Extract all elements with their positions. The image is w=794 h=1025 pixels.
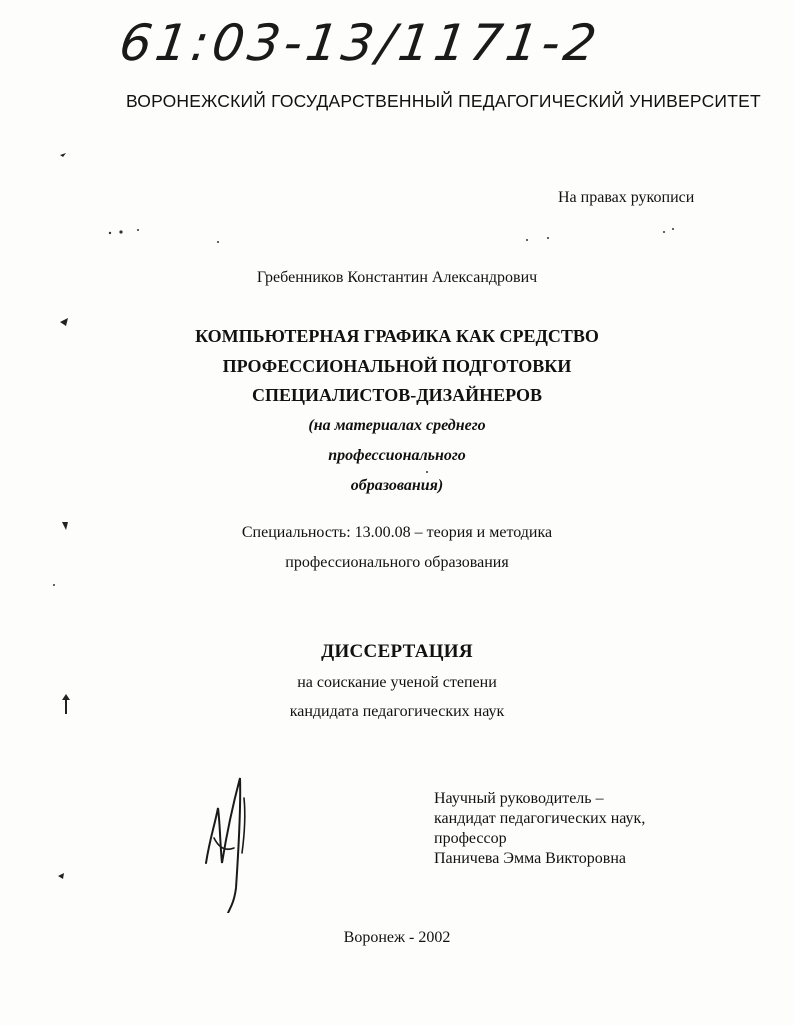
supervisor-line-1: Научный руководитель – <box>434 790 604 807</box>
supervisor-line-2: кандидат педагогических наук, <box>434 810 646 827</box>
handwritten-signature <box>200 768 260 913</box>
university-name: ВОРОНЕЖСКИЙ ГОСУДАРСТВЕННЫЙ ПЕДАГОГИЧЕСКИЙ УНИВЕРСИТЕТ <box>126 91 761 111</box>
city-year: Воронеж - 2002 <box>343 929 451 946</box>
title-line-2: ПРОФЕССИОНАЛЬНОЙ ПОДГОТОВКИ <box>222 356 572 376</box>
manuscript-rights-note: На правах рукописи <box>558 189 695 206</box>
degree-line-1: на соискание ученой степени <box>297 674 497 691</box>
title-line-3: СПЕЦИАЛИСТОВ-ДИЗАЙНЕРОВ <box>252 385 542 405</box>
specialty-line-1: Специальность: 13.00.08 – теория и методика <box>241 524 553 541</box>
subtitle-line-1: (на материалах среднего <box>308 417 486 434</box>
specialty-line-2: профессионального образования <box>285 554 509 571</box>
subtitle-line-2: профессионального <box>328 447 466 464</box>
archive-code-handwritten: 61:03-13/1171-2 <box>115 14 604 72</box>
dissertation-heading: ДИССЕРТАЦИЯ <box>321 641 473 662</box>
author-name: Гребенников Константин Александрович <box>256 269 538 286</box>
title-line-1: КОМПЬЮТЕРНАЯ ГРАФИКА КАК СРЕДСТВО <box>195 326 599 346</box>
degree-line-2: кандидата педагогических наук <box>289 703 505 720</box>
supervisor-name: Паничева Эмма Викторовна <box>434 850 626 867</box>
supervisor-line-3: профессор <box>434 830 507 847</box>
subtitle-line-3: образования) <box>350 477 444 494</box>
